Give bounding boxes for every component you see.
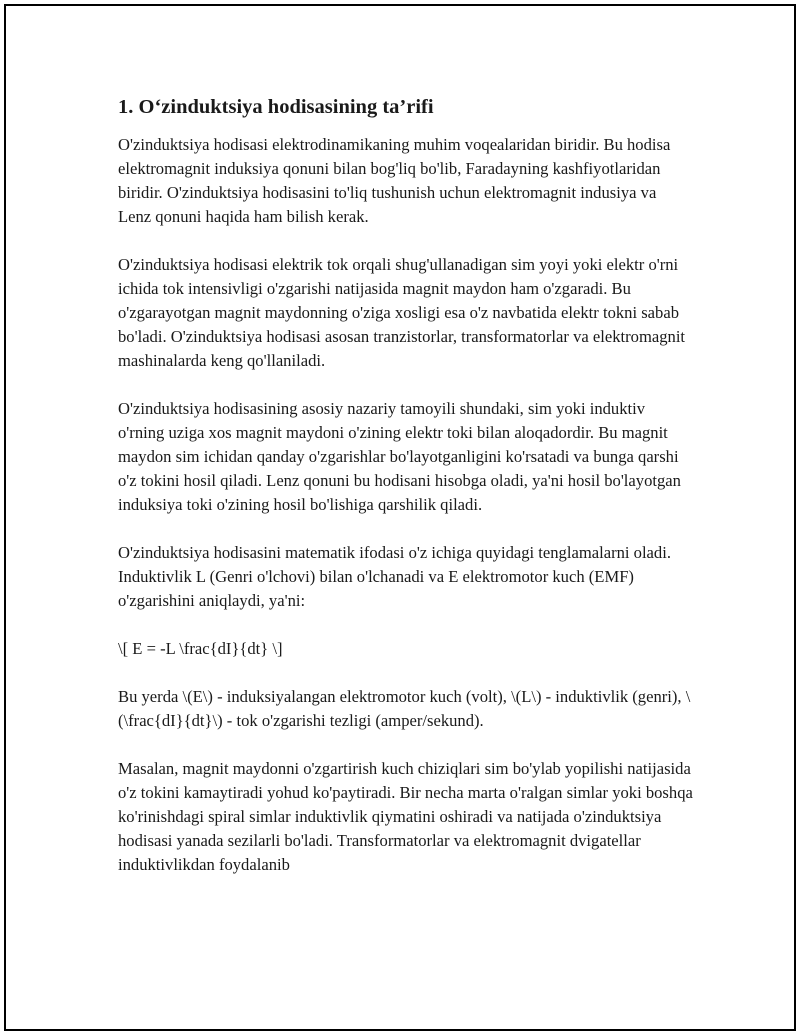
paragraph-6: Masalan, magnit maydonni o'zgartirish kuch chiziqlari sim bo'ylab yopilishi natijasida o'z tokini kamaytiradi yohud ko'paytiradi. Bir necha marta o'ralgan simlar yoki boshqa ko'rinishdagi spiral simlar induktivlik qiymatini oshiradi va natijada o'zinduktsiya hodisasi yanada sezilarli bo'ladi. Transformatorlar va elektromagnit dvigatellar induktivlikdan foydalanib xyxy=(118,759,693,874)
paragraph-2: O'zinduktsiya hodisasi elektrik tok orqali shug'ullanadigan sim yoyi yoki elektr o'rni ichida tok intensivligi o'zgarishi natijasida magnit maydon ham o'zgaradi. Bu o'zgarayotgan magnit maydonning o'ziga xosligi esa o'z navbatida elektr tokni sabab bo'ladi. O'zinduktsiya hodisasi asosan tranzistorlar, transformatorlar va elektromagnit mashinalarda keng qo'llaniladi. xyxy=(118,255,686,370)
paragraph-1: O'zinduktsiya hodisasi elektrodinamikaning muhim voqealaridan biridir. Bu hodisa elektromagnit induksiya qonuni bilan bog'liq bo'lib, Faradayning kashfiyotlaridan biridir. O'zinduktsiya hodisasini to'liq tushunish uchun elektromagnit indusiya va Lenz qonuni haqida ham bilish kerak. xyxy=(118,135,671,226)
document-body xyxy=(118,94,693,901)
paragraph-5: Bu yerda \(E\) - induksiyalangan elektromotor kuch (volt), \(L\) - induktivlik (genri), \(\frac{dI}{dt}\) - tok o'zgarishi tezligi (amper/sekund). xyxy=(118,687,691,730)
paragraph-4: O'zinduktsiya hodisasini matematik ifodasi o'z ichiga quyidagi tenglamalarni oladi. Induktivlik L (Genri o'lchovi) bilan o'lchanadi va E elektromotor kuch (EMF) o'zgarishini aniqlaydi, ya'ni: xyxy=(118,543,671,610)
paragraph-3: O'zinduktsiya hodisasining asosiy nazariy tamoyili shundaki, sim yoki induktiv o'rning uziga xos magnit maydoni o'zining elektr toki bilan aloqadordir. Bu magnit maydon sim ichidan qanday o'zgarishlar bo'layotganligini ko'rsatadi va bunga qarshi o'z tokini hosil qiladi. Lenz qonuni bu hodisani hisobga oladi, ya'ni hosil bo'layotgan induksiya toki o'zining hosil bo'lishiga qarshilik qiladi. xyxy=(118,399,681,514)
formula: \[ E = -L \frac{dI}{dt} \] xyxy=(118,639,283,658)
section-heading: 1. O‘zinduktsiya hodisasining ta’rifi xyxy=(118,96,434,118)
